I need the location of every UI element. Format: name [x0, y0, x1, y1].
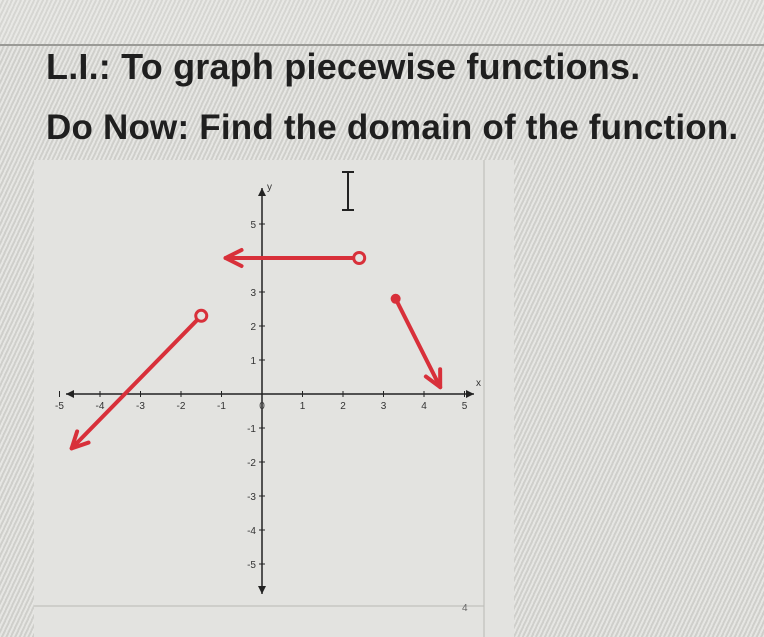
lesson-intention-heading: L.I.: To graph piecewise functions.	[46, 46, 641, 87]
open-endpoint	[196, 310, 207, 321]
x-tick-label: 1	[299, 401, 306, 412]
do-now-prompt: Do Now: Find the domain of the function.	[46, 108, 739, 147]
graph-panel	[34, 160, 514, 637]
y-tick-label: -4	[247, 526, 256, 537]
x-tick-label: -3	[136, 401, 145, 412]
y-tick-label: 1	[250, 356, 256, 367]
x-tick-label: -4	[95, 401, 105, 412]
y-tick-label: -2	[247, 458, 256, 469]
y-tick-label: 2	[250, 322, 256, 333]
y-tick-label: -5	[247, 560, 256, 571]
graph-canvas	[34, 160, 514, 637]
closed-endpoint	[391, 294, 401, 304]
open-endpoint	[354, 253, 365, 264]
x-tick-label: -1	[217, 401, 226, 412]
x-tick-label: 5	[461, 401, 468, 412]
x-tick-label: -5	[55, 401, 64, 412]
x-tick-label: 4	[421, 401, 427, 412]
y-axis-label: y	[267, 182, 272, 193]
x-axis-label: x	[476, 378, 481, 389]
x-tick-label: -2	[176, 401, 186, 412]
y-tick-label: -3	[247, 492, 256, 503]
piecewise-function-graph	[34, 160, 514, 637]
x-tick-label: 0	[259, 401, 265, 412]
slide-number: 4	[462, 603, 468, 614]
y-tick-label: -1	[247, 424, 256, 435]
x-tick-label: 3	[380, 401, 387, 412]
y-tick-label: 3	[250, 288, 256, 299]
x-tick-label: 2	[340, 401, 346, 412]
y-tick-label: 5	[250, 220, 256, 231]
slide-header-band	[0, 0, 764, 46]
